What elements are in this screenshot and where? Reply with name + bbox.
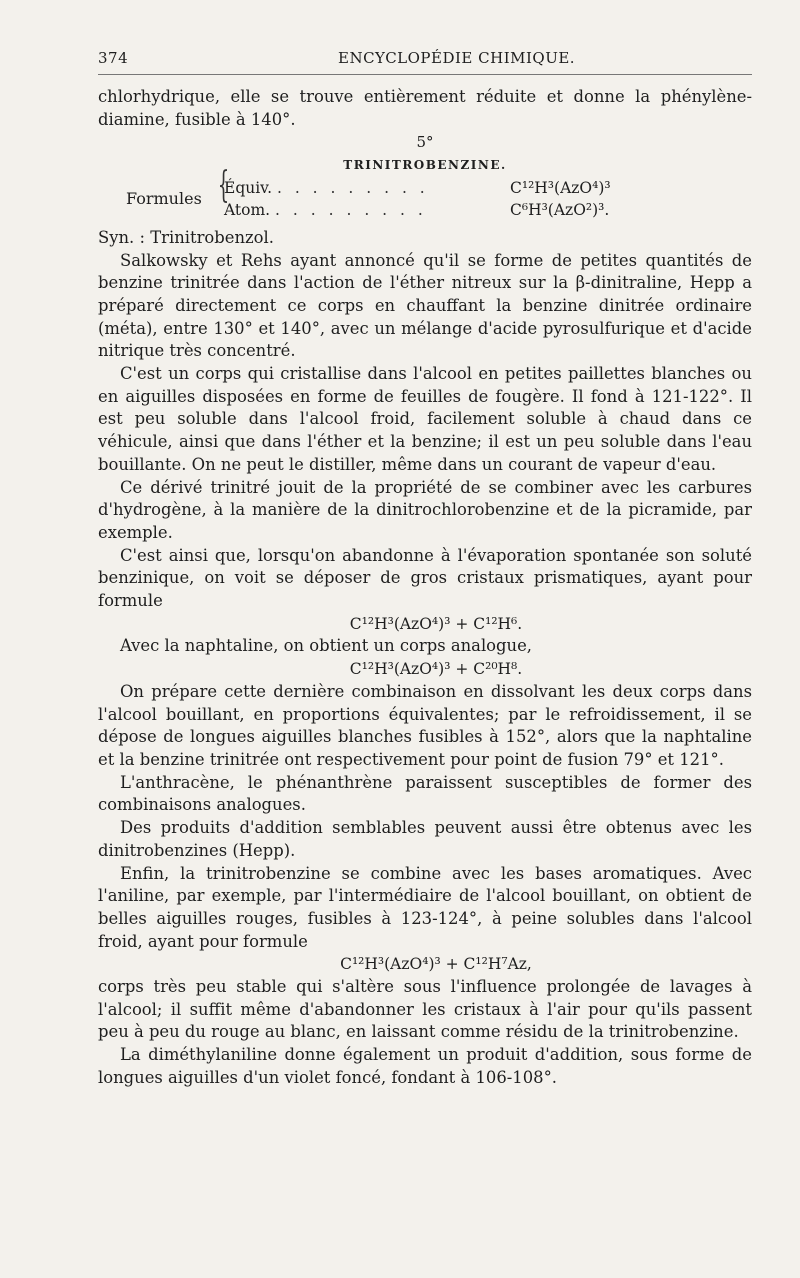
paragraph-9: corps très peu stable qui s'altère sous l'influence prolongée de lavages à l'alcool; il suffit même d'abandonner les cristaux à l'air pour qu'ils passent peu à peu du rouge au blanc, en laissant comme résidu de la trinitrobenzine.	[98, 977, 752, 1042]
formula-aniline: C¹²H³(AzO⁴)³ + C¹²H⁷Az,	[340, 955, 532, 974]
formules-label: Formules	[126, 188, 202, 208]
formula-naphtaline: C¹²H³(AzO⁴)³ + C²⁰H⁸.	[349, 660, 523, 679]
header-rule	[98, 74, 752, 75]
atom-label: Atom.	[224, 200, 271, 219]
leader-dots: . . . . . . . . .	[275, 200, 427, 219]
page-header	[98, 49, 752, 73]
equiv-row	[224, 177, 429, 200]
section-title: TRINITROBENZINE.	[343, 158, 507, 173]
paragraph-10: La diméthylaniline donne également un produit d'addition, sous forme de longues aiguilles d'un violet foncé, fondant à 106-108°.	[98, 1045, 752, 1087]
equiv-label: Équiv.	[224, 178, 273, 197]
intro-paragraph: chlorhydrique, elle se trouve entièrement réduite et donne la phénylène-diamine, fusible à 140°.	[98, 87, 752, 129]
brace-icon: {	[217, 164, 230, 206]
running-title: ENCYCLOPÉDIE CHIMIQUE.	[338, 49, 576, 67]
paragraph-6: L'anthracène, le phénanthrène paraissent susceptibles de former des combinaisons analogues.	[98, 772, 752, 815]
paragraph-naphtaline: Avec la naphtaline, on obtient un corps analogue,	[120, 636, 533, 656]
paragraph-8: Enfin, la trinitrobenzine se combine avec les bases aromatiques. Avec l'aniline, par exemple, par l'intermédiaire de l'alcool bouillant, on obtient de belles aiguilles rouges, fusibles à 123-124°, à peine solubles dans l'alcool froid, ayant pour formule	[98, 863, 752, 951]
synonym-line: Syn. : Trinitrobenzol.	[98, 227, 274, 247]
paragraph-7: Des produits d'addition semblables peuvent aussi être obtenus avec les dinitrobenzines (Hepp).	[98, 818, 752, 860]
paragraph-1: Salkowsky et Rehs ayant annoncé qu'il se forme de petites quantités de benzine trinitrée dans l'action de l'éther nitreux sur la β-dinitraline, Hepp a préparé directement ce corps en chauffant la benzine dinitrée ordinaire (méta), entre 130° et 140°, avec un mélange d'acide pyrosulfurique et d'acide nitrique très concentré.	[98, 250, 752, 361]
equiv-formula: C¹²H³(AzO⁴)³	[510, 178, 611, 197]
paragraph-3: Ce dérivé trinitré jouit de la propriété de se combiner avec les carbures d'hydrogène, à la manière de la dinitrochlorobenzine et de la picramide, par exemple.	[98, 477, 752, 542]
atom-formula: C⁶H³(AzO²)³.	[510, 200, 610, 219]
paragraph-2: C'est un corps qui cristallise dans l'alcool en petites paillettes blanches ou en aiguilles disposées en forme de feuilles de fougère. Il fond à 121-122°. Il est peu soluble dans l'alcool froid, facilement soluble à chaud dans ce véhicule, ainsi que dans l'éther et la benzine; il est un peu soluble dans l'eau bouillante. On ne peut le distiller, même dans un courant de vapeur d'eau.	[98, 364, 752, 474]
page-number: 374	[98, 49, 129, 67]
paragraph-4: C'est ainsi que, lorsqu'on abandonne à l'évaporation spontanée son soluté benzinique, on voit se déposer de gros cristaux prismatiques, ayant pour formule	[98, 545, 752, 611]
leader-dots: . . . . . . . . .	[276, 178, 429, 197]
section-number: 5°	[416, 133, 434, 152]
paragraph-5: On prépare cette dernière combinaison en dissolvant les deux corps dans l'alcool bouillant, en proportions équivalentes; par le refroidissement, il se dépose de longues aiguilles blanches fusibles à 152°, alors que la naphtaline et la benzine trinitrée ont respectivement pour point de fusion 79° et 121°.	[98, 681, 752, 769]
formula-benzine: C¹²H³(AzO⁴)³ + C¹²H⁶.	[349, 614, 523, 633]
atom-row	[224, 199, 427, 222]
body-text	[98, 86, 752, 1090]
